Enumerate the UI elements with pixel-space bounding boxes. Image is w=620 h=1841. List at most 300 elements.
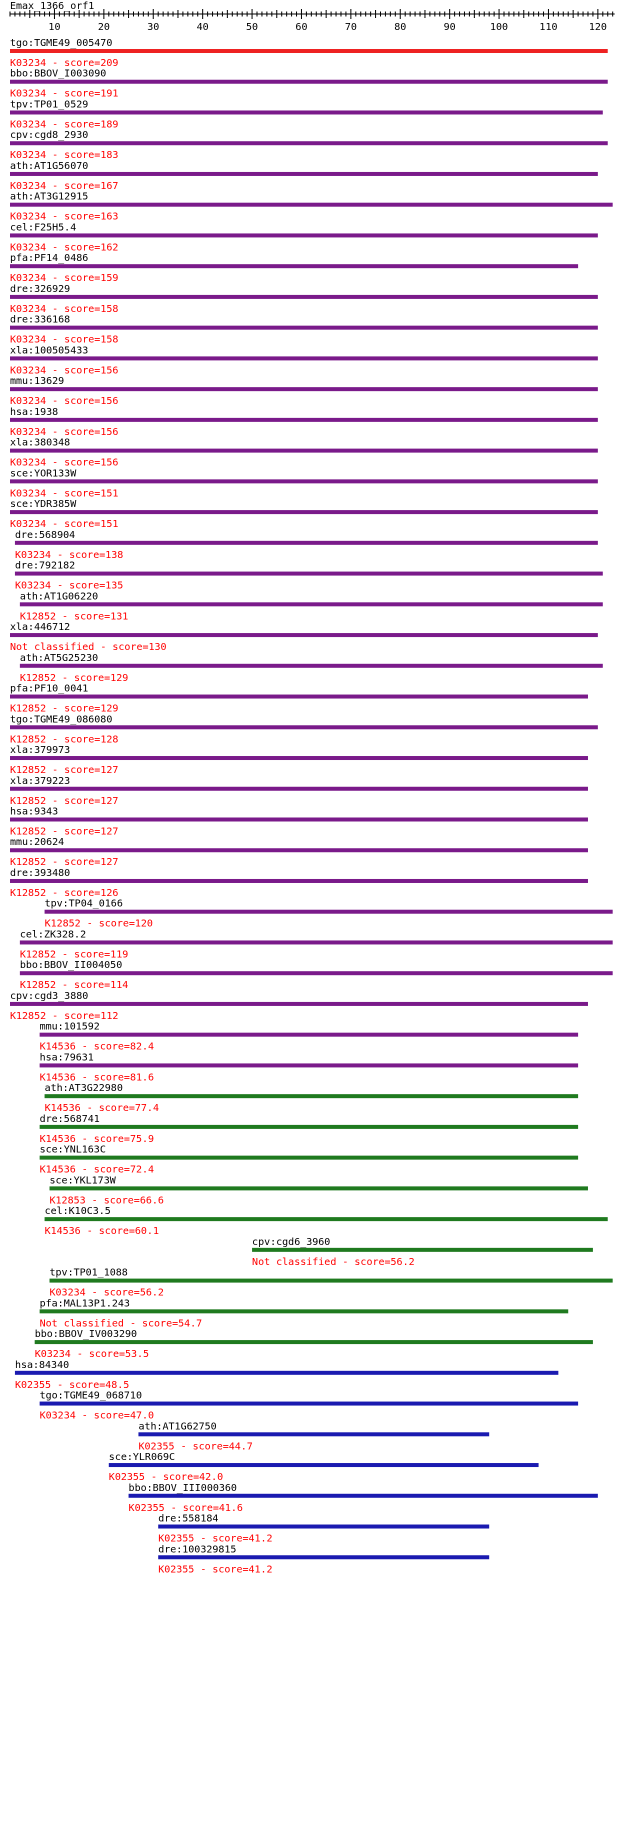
hit-score-prefix: - score= xyxy=(194,1533,249,1545)
hit-score: 209 xyxy=(100,58,119,69)
hit-score: 156 xyxy=(100,426,119,438)
hit-score-prefix: - score= xyxy=(80,1103,135,1115)
hit-ko: K03234 xyxy=(10,396,47,408)
hit-bar xyxy=(10,49,608,53)
hit-bar xyxy=(10,479,598,483)
hit-score-label xyxy=(50,1288,164,1299)
hit-score-prefix: - score= xyxy=(46,826,101,838)
hit-bar xyxy=(252,1248,593,1252)
hit-ko: K12852 xyxy=(19,611,57,623)
hit-ko: K03234 xyxy=(10,365,47,377)
hit-gene-label: xla:446712 xyxy=(10,622,71,634)
hit-bar xyxy=(10,756,588,760)
hit-gene-label: dre:568904 xyxy=(14,529,76,541)
hit-score-prefix: - score= xyxy=(46,457,101,469)
hit-score-prefix: - score= xyxy=(46,150,101,162)
hit-bar xyxy=(10,203,613,207)
hit-ko: K03234 xyxy=(10,242,47,254)
hit-gene-label: tgo:TGME49_005470 xyxy=(10,38,113,49)
hit-score-prefix: - score= xyxy=(56,949,111,961)
hit-gene-label: sce:YLR069C xyxy=(108,1452,176,1464)
hit-score: 158 xyxy=(100,334,119,346)
hit-gene-label: ath:AT1G56070 xyxy=(10,160,89,172)
tick-label: 120 xyxy=(588,22,607,33)
tick-label: 60 xyxy=(295,22,308,33)
hit-ko: K03234 xyxy=(14,549,52,561)
hit-score-prefix: - score= xyxy=(46,426,101,438)
hit-score-label xyxy=(40,1318,203,1329)
hit-gene-label: bbo:BBOV_IV003290 xyxy=(34,1329,138,1341)
hit-score: 119 xyxy=(110,949,129,961)
hit-bar xyxy=(10,233,598,237)
hit-ko: K12852 xyxy=(10,857,47,869)
hit-score-label xyxy=(158,1564,272,1575)
hit-gene-label: cel:K10C3.5 xyxy=(44,1206,111,1218)
hit-gene-label: dre:326929 xyxy=(10,283,71,295)
hit-ko: Not classified xyxy=(10,642,95,654)
hit-bar xyxy=(20,971,613,975)
hit-ko: K02355 xyxy=(14,1379,52,1391)
hit-gene-label: pfa:PF14_0486 xyxy=(10,253,89,265)
hit-score-label xyxy=(15,581,123,592)
hit-bar xyxy=(10,264,578,268)
hit-score: 66.6 xyxy=(139,1195,164,1207)
hit-gene-label: bbo:BBOV_II004050 xyxy=(19,960,123,972)
hit-gene-label: tpv:TP01_1088 xyxy=(49,1267,128,1279)
hit-score-label xyxy=(50,1195,164,1206)
hit-bar xyxy=(40,1402,578,1406)
hit-score-label xyxy=(20,673,128,684)
hit-gene-label: dre:336168 xyxy=(10,314,71,326)
hit-score-prefix: - score= xyxy=(75,1133,130,1145)
hit-score: 53.5 xyxy=(125,1349,150,1361)
hit-score-label xyxy=(10,642,167,653)
hit-score-prefix: - score= xyxy=(56,611,111,623)
hit-score-label xyxy=(20,611,128,622)
hit-score-prefix: - score= xyxy=(46,1010,101,1022)
hit-score-prefix: - score= xyxy=(70,1349,126,1361)
hit-score-label xyxy=(10,212,118,223)
hit-score-label xyxy=(10,396,118,407)
hit-score-label xyxy=(40,1042,154,1053)
hit-gene-label: ath:AT5G25230 xyxy=(19,652,99,664)
tick-label: 20 xyxy=(97,22,110,33)
hit-score-prefix: - score= xyxy=(80,1226,135,1238)
hit-score: 82.4 xyxy=(129,1041,155,1053)
hit-gene-label: cel:F25H5.4 xyxy=(10,222,77,234)
hit-bar xyxy=(50,1279,613,1283)
hit-ko: K12852 xyxy=(10,765,47,777)
hit-score: 127 xyxy=(100,765,119,777)
hit-score-label xyxy=(10,119,118,130)
hit-gene-label: mmu:13629 xyxy=(10,376,65,388)
hit-score: 167 xyxy=(100,180,119,192)
hit-bar xyxy=(10,356,598,360)
hit-score-label xyxy=(10,335,118,346)
hit-score-prefix: - score= xyxy=(94,642,149,654)
hit-score-prefix: - score= xyxy=(46,396,101,408)
hit-bar xyxy=(20,664,603,668)
hit-gene-label: pfa:MAL13P1.243 xyxy=(39,1298,130,1310)
hit-gene-label: hsa:84340 xyxy=(14,1359,70,1371)
hit-ko: Not classified xyxy=(252,1256,337,1268)
hit-ko: K14536 xyxy=(44,1103,81,1115)
hit-score-prefix: - score= xyxy=(56,980,111,992)
hit-score-prefix: - score= xyxy=(46,334,101,346)
hit-ko: K03234 xyxy=(10,88,47,100)
tick-label: 100 xyxy=(490,22,509,33)
hit-score: 81.6 xyxy=(129,1072,155,1084)
hit-gene-label: xla:379973 xyxy=(10,745,71,757)
hit-score-label xyxy=(10,273,118,284)
hit-score-prefix: - score= xyxy=(46,303,101,315)
hit-score-label xyxy=(158,1534,272,1545)
hit-ko: K12852 xyxy=(44,918,81,930)
hit-bar xyxy=(158,1525,489,1529)
hit-ko: K14536 xyxy=(39,1041,76,1053)
hit-score-prefix: - score= xyxy=(46,795,101,807)
hit-ko: K03234 xyxy=(10,334,47,346)
hit-ko: K03234 xyxy=(10,58,47,69)
hit-score-prefix: - score= xyxy=(51,1379,106,1391)
hit-ko: K03234 xyxy=(39,1410,76,1422)
hit-score-prefix: - score= xyxy=(80,918,135,930)
tick-label: 70 xyxy=(344,22,357,33)
hit-bar xyxy=(10,1002,588,1006)
hit-score-prefix: - score= xyxy=(46,519,101,531)
hit-ko: K03234 xyxy=(14,580,52,592)
hit-score: 60.1 xyxy=(134,1226,159,1238)
hit-gene-label: ath:AT1G62750 xyxy=(138,1421,217,1433)
hit-score-label xyxy=(10,734,118,745)
tick-label: 30 xyxy=(147,22,160,33)
hit-ko: K02355 xyxy=(158,1564,195,1576)
hit-bar xyxy=(10,295,598,299)
hit-score-label xyxy=(10,458,118,469)
hit-score-prefix: - score= xyxy=(46,211,101,223)
hit-score-prefix: - score= xyxy=(51,580,106,592)
hit-score-prefix: - score= xyxy=(46,887,101,899)
hit-score-prefix: - score= xyxy=(46,857,101,869)
hit-score: 114 xyxy=(110,980,129,992)
hit-gene-label: hsa:1938 xyxy=(10,406,59,418)
hit-score: 127 xyxy=(100,795,119,807)
hit-bar xyxy=(40,1063,578,1067)
hit-score-prefix: - score= xyxy=(46,180,101,192)
hit-bar xyxy=(138,1432,489,1436)
hit-bar xyxy=(10,510,598,514)
hit-score-label xyxy=(10,888,118,899)
hit-score-prefix: - score= xyxy=(85,1195,140,1207)
hit-score-prefix: - score= xyxy=(164,1502,219,1514)
hit-gene-label: sce:YNL163C xyxy=(39,1144,106,1156)
hit-score: 112 xyxy=(100,1010,119,1022)
hit-score-label xyxy=(35,1349,149,1360)
hit-score: 41.2 xyxy=(248,1564,273,1576)
hit-score: 163 xyxy=(100,211,119,223)
hit-gene-label: ath:AT1G06220 xyxy=(19,591,99,603)
hit-score-label xyxy=(40,1165,154,1176)
hit-score: 127 xyxy=(100,857,119,869)
hit-bar xyxy=(10,725,598,729)
hit-bar xyxy=(10,387,598,391)
hit-score: 159 xyxy=(100,273,119,285)
hit-score-label xyxy=(10,488,118,499)
hit-gene-label: cel:ZK328.2 xyxy=(19,929,87,941)
hit-gene-label: mmu:20624 xyxy=(10,837,65,849)
hit-score-prefix: - score= xyxy=(51,549,106,561)
tick-label: 80 xyxy=(394,22,407,33)
hit-gene-label: bbo:BBOV_I003090 xyxy=(10,68,107,80)
hit-ko: K12852 xyxy=(10,1010,47,1022)
hit-score-prefix: - score= xyxy=(46,488,101,500)
hit-bar xyxy=(10,110,603,114)
hit-score-prefix: - score= xyxy=(46,365,101,377)
hit-gene-label: sce:YKL173W xyxy=(49,1175,116,1187)
hit-bar xyxy=(10,418,598,422)
hit-gene-label: sce:YOR133W xyxy=(10,468,77,480)
hit-score-label xyxy=(45,1226,159,1237)
hit-bar xyxy=(10,787,588,791)
tick-label: 50 xyxy=(246,22,259,33)
hit-score: 56.2 xyxy=(139,1287,164,1299)
x-axis xyxy=(10,9,615,33)
hit-bar xyxy=(10,879,588,883)
hits-group xyxy=(10,38,613,1575)
hit-ko: K12852 xyxy=(19,980,57,992)
hit-bar xyxy=(40,1033,578,1037)
hit-ko: Not classified xyxy=(39,1318,124,1330)
hit-gene-label: ath:AT3G12915 xyxy=(10,191,89,203)
hit-gene-label: ath:AT3G22980 xyxy=(44,1083,123,1095)
hit-gene-label: hsa:9343 xyxy=(10,806,59,818)
hit-score: 47.0 xyxy=(129,1410,155,1422)
hit-score: 156 xyxy=(100,457,119,469)
hit-ko: K02355 xyxy=(108,1472,145,1484)
hit-bar xyxy=(15,572,603,576)
hit-gene-label: tpv:TP04_0166 xyxy=(44,898,123,910)
hit-bar xyxy=(15,541,598,545)
hit-score: 129 xyxy=(110,672,129,684)
hit-score: 120 xyxy=(134,918,153,930)
hit-gene-label: hsa:79631 xyxy=(39,1052,94,1064)
tick-label: 90 xyxy=(443,22,456,33)
tick-label: 10 xyxy=(48,22,61,33)
hit-ko: K03234 xyxy=(10,150,47,162)
hit-gene-label: cpv:cgd6_3960 xyxy=(252,1236,331,1248)
hit-gene-label: tpv:TP01_0529 xyxy=(10,99,89,111)
hit-score-prefix: - score= xyxy=(46,119,101,131)
hit-score-label xyxy=(10,304,118,315)
hit-score: 191 xyxy=(100,88,119,100)
hit-score: 127 xyxy=(100,826,119,838)
hit-score-prefix: - score= xyxy=(75,1164,130,1176)
hit-score-label xyxy=(10,519,118,530)
hit-ko: K03234 xyxy=(10,180,47,192)
hit-bar xyxy=(15,1371,558,1375)
hit-score: 54.7 xyxy=(178,1318,203,1330)
hit-ko: K02355 xyxy=(138,1441,175,1453)
hit-score: 75.9 xyxy=(129,1133,155,1145)
hit-score-label xyxy=(10,58,118,69)
hit-gene-label: dre:100329815 xyxy=(158,1544,237,1556)
hit-score: 158 xyxy=(100,303,119,315)
hit-gene-label: mmu:101592 xyxy=(39,1021,100,1033)
hit-ko: K12853 xyxy=(49,1195,86,1207)
hit-score-label xyxy=(40,1072,154,1083)
hit-ko: K03234 xyxy=(10,457,47,469)
hit-score: 183 xyxy=(100,150,119,162)
hit-score-prefix: - score= xyxy=(123,1318,179,1330)
hit-ko: K02355 xyxy=(128,1502,165,1514)
hit-bar xyxy=(20,940,613,944)
hit-gene-label: xla:379223 xyxy=(10,775,71,787)
hit-gene-label: dre:792182 xyxy=(14,560,76,572)
hit-bar xyxy=(40,1156,578,1160)
hit-score-label xyxy=(10,704,118,715)
hit-score-prefix: - score= xyxy=(46,765,101,777)
hit-score: 162 xyxy=(100,242,119,254)
hit-score-label xyxy=(10,89,118,100)
hit-gene-label: bbo:BBOV_III000360 xyxy=(128,1482,237,1494)
hit-ko: K03234 xyxy=(10,119,47,131)
hit-score-prefix: - score= xyxy=(85,1287,140,1299)
hit-score-prefix: - score= xyxy=(194,1564,249,1576)
hit-score: 151 xyxy=(100,488,119,500)
hit-score-label xyxy=(10,427,118,438)
hit-gene-label: cpv:cgd3_3880 xyxy=(10,990,89,1002)
hit-score: 156 xyxy=(100,365,119,377)
hit-score: 151 xyxy=(100,519,119,531)
hit-bar xyxy=(10,633,598,637)
hit-bar xyxy=(35,1340,593,1344)
hit-ko: K14536 xyxy=(39,1072,76,1084)
hit-ko: K02355 xyxy=(158,1533,195,1545)
hit-gene-label: tgo:TGME49_068710 xyxy=(39,1390,142,1402)
hit-score-label xyxy=(20,980,128,991)
hit-ko: K12852 xyxy=(10,703,47,715)
hit-bar xyxy=(45,1217,608,1221)
hit-ko: K03234 xyxy=(10,303,47,315)
hit-bar xyxy=(50,1186,588,1190)
hit-ko: K03234 xyxy=(10,211,47,223)
hit-score-label xyxy=(10,857,118,868)
hit-score-label xyxy=(45,919,153,930)
hit-bar xyxy=(158,1555,489,1559)
hit-score-prefix: - score= xyxy=(336,1256,391,1268)
hit-ko: K03234 xyxy=(49,1287,86,1299)
hit-ko: K14536 xyxy=(44,1226,81,1238)
chart-title: Emax_1366_orf1 xyxy=(10,1,95,12)
hit-score: 48.5 xyxy=(105,1379,130,1391)
hit-gene-label: sce:YDR385W xyxy=(10,499,77,511)
hit-score: 156 xyxy=(100,396,119,408)
hit-bar xyxy=(45,910,613,914)
hit-ko: K12852 xyxy=(10,826,47,838)
tick-label: 110 xyxy=(539,22,558,33)
hit-bar xyxy=(40,1309,569,1313)
hit-bar xyxy=(10,449,598,453)
hit-gene-label: dre:393480 xyxy=(10,867,71,879)
hit-ko: K03234 xyxy=(10,519,47,531)
tick-label: 40 xyxy=(196,22,209,33)
hit-ko: K03234 xyxy=(10,273,47,285)
hit-score: 72.4 xyxy=(129,1164,155,1176)
hit-bar xyxy=(45,1094,579,1098)
hit-ko: K03234 xyxy=(10,488,47,500)
hit-score-prefix: - score= xyxy=(174,1441,229,1453)
hit-gene-label: xla:100505433 xyxy=(10,345,89,357)
hit-score: 138 xyxy=(105,549,124,561)
hit-score-label xyxy=(10,765,118,776)
hit-ko: K12852 xyxy=(10,795,47,807)
hit-gene-label: pfa:PF10_0041 xyxy=(10,683,89,695)
hit-score-label xyxy=(10,365,118,376)
hit-score: 128 xyxy=(100,734,119,746)
hit-ko: K12852 xyxy=(10,734,47,746)
hit-score: 135 xyxy=(105,580,124,592)
hit-ko: K12852 xyxy=(19,949,57,961)
hit-gene-label: dre:568741 xyxy=(39,1113,100,1125)
hit-score: 189 xyxy=(100,119,119,131)
hit-ko: K12852 xyxy=(10,887,47,899)
hit-bar xyxy=(20,602,603,606)
hit-score-prefix: - score= xyxy=(46,88,101,100)
hit-score-prefix: - score= xyxy=(56,672,111,684)
hit-score-label xyxy=(129,1503,243,1514)
hit-score-label xyxy=(15,1380,129,1391)
hit-score-label xyxy=(10,796,118,807)
hit-score-label xyxy=(10,242,118,253)
hit-bar xyxy=(10,172,598,176)
hit-score: 42.0 xyxy=(199,1472,224,1484)
hit-score-prefix: - score= xyxy=(75,1410,130,1422)
hit-bar xyxy=(10,848,588,852)
hit-score-label xyxy=(40,1134,154,1145)
hit-score-prefix: - score= xyxy=(46,58,101,69)
hit-score-label xyxy=(10,150,118,161)
hit-score: 41.2 xyxy=(248,1533,273,1545)
hit-bar xyxy=(10,141,608,145)
hit-score-prefix: - score= xyxy=(75,1072,130,1084)
hit-bar xyxy=(10,80,608,84)
hit-ko: K12852 xyxy=(19,672,57,684)
hit-bar xyxy=(40,1125,578,1129)
hit-bar xyxy=(10,818,588,822)
hit-gene-label: xla:380348 xyxy=(10,437,71,449)
hit-score-label xyxy=(10,827,118,838)
hit-gene-label: tgo:TGME49_086080 xyxy=(10,714,113,726)
hit-score-label xyxy=(20,949,128,960)
hit-bar xyxy=(10,695,588,699)
hit-score: 41.6 xyxy=(218,1502,243,1514)
hit-score-prefix: - score= xyxy=(46,734,101,746)
hit-score-label xyxy=(15,550,123,561)
hit-ko: K03234 xyxy=(10,426,47,438)
hit-score: 77.4 xyxy=(134,1103,159,1115)
hit-score: 126 xyxy=(100,887,119,899)
hit-score: 56.2 xyxy=(390,1256,415,1268)
hit-score-prefix: - score= xyxy=(46,703,101,715)
hit-score-label xyxy=(138,1441,252,1452)
hit-score-prefix: - score= xyxy=(75,1041,130,1053)
hit-score-label xyxy=(109,1472,223,1483)
hit-ko: K03234 xyxy=(34,1349,71,1361)
hit-score: 129 xyxy=(100,703,119,715)
hit-gene-label: cpv:cgd8_2930 xyxy=(10,130,89,142)
hit-ko: K14536 xyxy=(39,1133,76,1145)
hit-score-label xyxy=(252,1257,415,1268)
